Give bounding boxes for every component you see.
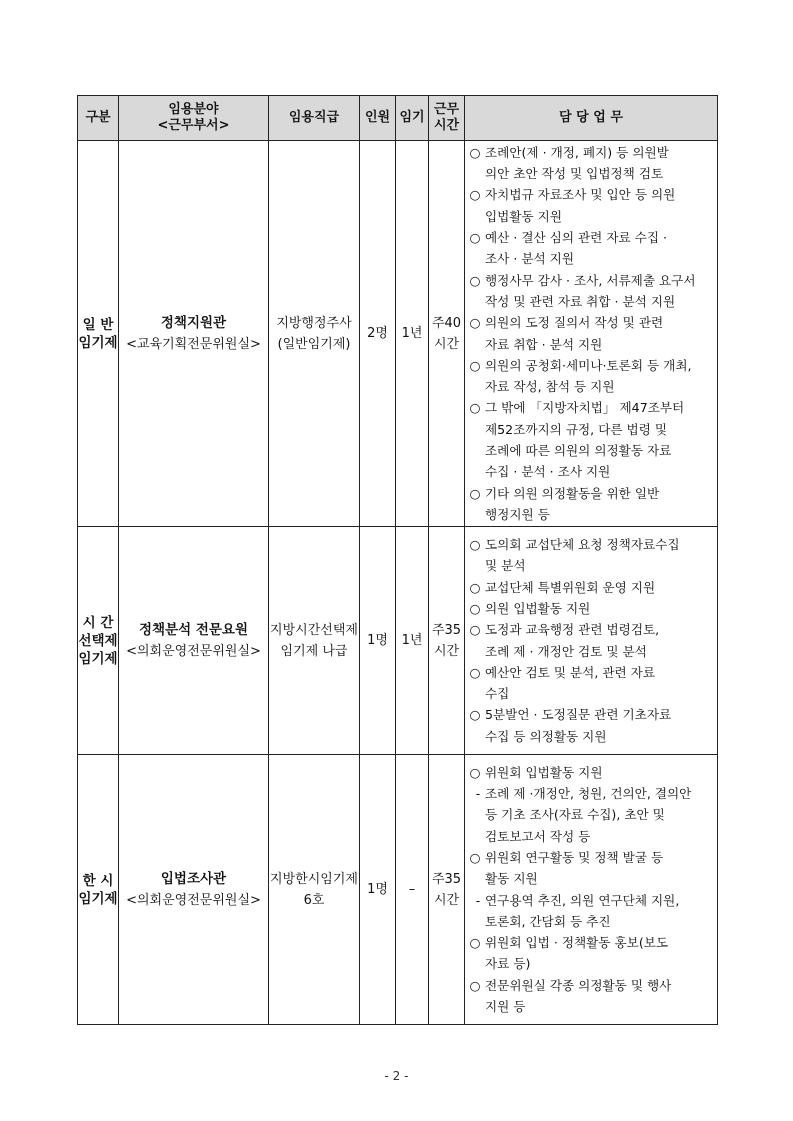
duty-item: [465, 598, 717, 619]
duty-item: [465, 355, 717, 398]
duty-line: 등 기초 조사(자료 수집), 초안 및: [485, 807, 665, 823]
table-row: [78, 755, 718, 1025]
duty-text: [485, 847, 717, 890]
duty-text: [485, 312, 717, 355]
duty-line: 제52조까지의 규정, 다른 법령 및: [485, 421, 668, 437]
duty-item: [465, 397, 717, 482]
duty-line: 의원의 공청회·세미나·토론회 등 개최,: [485, 357, 692, 373]
duty-line: 도정과 교육행정 관련 법령검토,: [485, 622, 660, 638]
duties-cell: [465, 141, 718, 527]
term-cell: 1년: [396, 141, 429, 527]
table-row: [78, 141, 718, 527]
circle-bullet-icon: ○: [469, 664, 481, 680]
circle-bullet-icon: ○: [469, 230, 481, 246]
circle-bullet-icon: ○: [469, 187, 481, 203]
field-cell: [119, 527, 269, 755]
duty-line: 및 분석: [485, 558, 526, 574]
duty-line: 조례 제 ·개정안, 청원, 건의안, 결의안: [485, 786, 692, 802]
grade-line: 지방한시임기제: [270, 871, 358, 887]
duty-text: [485, 932, 717, 975]
duty-line: 교섭단체 특별위원회 운영 지원: [485, 579, 656, 595]
duty-line: 행정사무 감사 · 조사, 서류제출 요구서: [485, 272, 696, 288]
duty-line: 수집 등 의정활동 지원: [485, 728, 607, 744]
header-hours-line2: 시간: [433, 118, 460, 133]
duty-item: [465, 184, 717, 227]
header-term: 임기: [396, 96, 429, 141]
category-line: 선택제: [78, 632, 118, 649]
category-cell: [78, 141, 119, 527]
grade-line: 6호: [303, 892, 325, 908]
hours-cell: [429, 527, 465, 755]
hours-cell: [429, 755, 465, 1025]
table-row: [78, 527, 718, 755]
circle-bullet-icon: ○: [469, 600, 481, 616]
circle-bullet-icon: ○: [469, 144, 481, 160]
category-cell: [78, 755, 119, 1025]
circle-bullet-icon: ○: [469, 707, 481, 723]
duties-cell: [465, 527, 718, 755]
grade-cell: [269, 141, 360, 527]
headcount-cell: 2명: [360, 141, 396, 527]
grade-line: 지방시간선택제: [270, 622, 358, 638]
duty-line: 그 밖에 「지방자치법」 제47조부터: [485, 400, 685, 416]
duty-item: [465, 312, 717, 355]
duty-text: [485, 783, 717, 847]
duty-line: 자료 취합 · 분석 지원: [485, 336, 603, 352]
duty-line: 토론회, 간담회 등 추진: [485, 913, 611, 929]
duty-line: 자료 등): [485, 956, 531, 972]
duty-text: [485, 355, 717, 398]
duty-item: [465, 270, 717, 313]
duty-text: [485, 534, 717, 577]
duty-line: 예산안 검토 및 분석, 관련 자료: [485, 664, 656, 680]
duty-text: [485, 890, 717, 933]
category-line: 임기제: [78, 334, 118, 351]
header-grade: 임용직급: [269, 96, 360, 141]
header-field-line2: <근무부서>: [157, 118, 230, 133]
duty-item: [465, 762, 717, 783]
duty-line: 조사 · 분석 지원: [485, 251, 575, 267]
field-cell: [119, 141, 269, 527]
header-hours: [429, 96, 465, 141]
circle-bullet-icon: ○: [469, 315, 481, 331]
category-cell: [78, 527, 119, 755]
duty-line: 기타 의원 의정활동을 위한 일반: [485, 485, 660, 501]
hours-line: 시간: [433, 892, 460, 908]
duty-line: 5분발언 · 도정질문 관련 기초자료: [485, 707, 672, 723]
circle-bullet-icon: ○: [469, 849, 481, 865]
duty-line: 자료 작성, 참석 등 지원: [485, 379, 615, 395]
header-hours-line1: 근무: [433, 102, 460, 117]
duty-item: [465, 662, 717, 705]
recruitment-table: [77, 95, 718, 1025]
duty-item: [465, 783, 717, 847]
duty-line: 의원 입법활동 지원: [485, 600, 591, 616]
circle-bullet-icon: ○: [469, 622, 481, 638]
duty-line: 전문위원실 각종 의정활동 및 행사: [485, 977, 672, 993]
duty-text: [485, 598, 717, 619]
duty-text: [485, 184, 717, 227]
duty-text: [485, 662, 717, 705]
department: <의회운영전문위원실>: [126, 892, 261, 908]
circle-bullet-icon: ○: [469, 485, 481, 501]
duty-line: 입법활동 지원: [485, 208, 562, 224]
duty-line: 의원의 도정 질의서 작성 및 관련: [485, 315, 664, 331]
duty-line: 수집 · 분석 · 조사 지원: [485, 464, 611, 480]
term-cell: –: [396, 755, 429, 1025]
duty-line: 행정지원 등: [485, 506, 550, 522]
category-line: 임기제: [78, 650, 118, 667]
category-line: 임기제: [78, 890, 118, 907]
hours-line: 주40: [431, 315, 462, 331]
category-line: 일 반: [82, 316, 114, 333]
category-line: 한 시: [82, 872, 114, 889]
duty-item: [465, 847, 717, 890]
duty-item: [465, 483, 717, 526]
dash-bullet: -: [475, 786, 481, 802]
duty-line: 조례 제 · 개정안 검토 및 분석: [485, 643, 647, 659]
duty-item: [465, 932, 717, 975]
duty-item: [465, 534, 717, 577]
field-cell: [119, 755, 269, 1025]
duty-line: 조례안(제 · 개정, 폐지) 등 의원발: [485, 144, 669, 160]
header-field: [119, 96, 269, 141]
duty-line: 위원회 입법 · 정책활동 홍보(보도: [485, 935, 669, 951]
duty-line: 의안 초안 작성 및 입법정책 검토: [485, 166, 664, 182]
position-title: 입법조사관: [160, 870, 227, 887]
grade-line: 임기제 나급: [280, 643, 348, 659]
grade-cell: [269, 755, 360, 1025]
duty-item: [465, 619, 717, 662]
duty-line: 자치법규 자료조사 및 입안 등 의원: [485, 187, 676, 203]
duty-text: [485, 704, 717, 747]
duty-line: 작성 및 관련 자료 취합 · 분석 지원: [485, 293, 676, 309]
hours-line: 주35: [431, 622, 462, 638]
duty-text: [485, 142, 717, 185]
circle-bullet-icon: ○: [469, 400, 481, 416]
hours-line: 시간: [433, 336, 460, 352]
circle-bullet-icon: ○: [469, 357, 481, 373]
headcount-cell: 1명: [360, 755, 396, 1025]
circle-bullet-icon: ○: [469, 537, 481, 553]
circle-bullet-icon: ○: [469, 977, 481, 993]
duty-line: 연구용역 추진, 의원 연구단체 지원,: [485, 892, 680, 908]
duty-line: 조례에 따른 의원의 의정활동 자료: [485, 442, 672, 458]
dash-bullet: -: [475, 892, 481, 908]
circle-bullet-icon: ○: [469, 579, 481, 595]
circle-bullet-icon: ○: [469, 935, 481, 951]
header-category: 구분: [78, 96, 119, 141]
table-header-row: [78, 96, 718, 141]
duty-text: [485, 975, 717, 1018]
category-line: 시 간: [82, 614, 114, 631]
header-headcount: 인원: [360, 96, 396, 141]
duty-text: [485, 227, 717, 270]
duty-text: [485, 762, 717, 783]
duty-text: [485, 397, 717, 482]
duty-item: [465, 975, 717, 1018]
term-cell: 1년: [396, 527, 429, 755]
duty-text: [485, 483, 717, 526]
duties-cell: [465, 755, 718, 1025]
department: <의회운영전문위원실>: [126, 643, 261, 659]
position-title: 정책분석 전문요원: [138, 621, 249, 638]
page-number: - 2 -: [384, 1069, 409, 1083]
duty-line: 예산 · 결산 심의 관련 자료 수집 ·: [485, 230, 668, 246]
hours-line: 주35: [431, 871, 462, 887]
duty-text: [485, 577, 717, 598]
duty-line: 활동 지원: [485, 871, 538, 887]
duty-text: [485, 619, 717, 662]
grade-line: 지방행정주사: [276, 315, 352, 331]
duty-line: 수집: [485, 686, 510, 702]
duty-item: [465, 577, 717, 598]
department: <교육기획전문위원실>: [126, 336, 261, 352]
duty-line: 지원 등: [485, 998, 526, 1014]
headcount-cell: 1명: [360, 527, 396, 755]
grade-cell: [269, 527, 360, 755]
position-title: 정책지원관: [160, 314, 227, 331]
duty-item: [465, 227, 717, 270]
duty-line: 검토보고서 작성 등: [485, 828, 591, 844]
duty-item: [465, 890, 717, 933]
grade-line: (일반임기제): [277, 336, 351, 352]
hours-line: 시간: [433, 643, 460, 659]
duty-text: [485, 270, 717, 313]
circle-bullet-icon: ○: [469, 272, 481, 288]
header-duties: 담 당 업 무: [465, 96, 718, 141]
header-field-line1: 임용분야: [168, 102, 219, 117]
duty-line: 위원회 연구활동 및 정책 발굴 등: [485, 849, 664, 865]
hours-cell: [429, 141, 465, 527]
duty-item: [465, 704, 717, 747]
duty-line: 위원회 입법활동 지원: [485, 764, 603, 780]
circle-bullet-icon: ○: [469, 764, 481, 780]
duty-item: [465, 142, 717, 185]
duty-line: 도의회 교섭단체 요청 정책자료수집: [485, 537, 680, 553]
